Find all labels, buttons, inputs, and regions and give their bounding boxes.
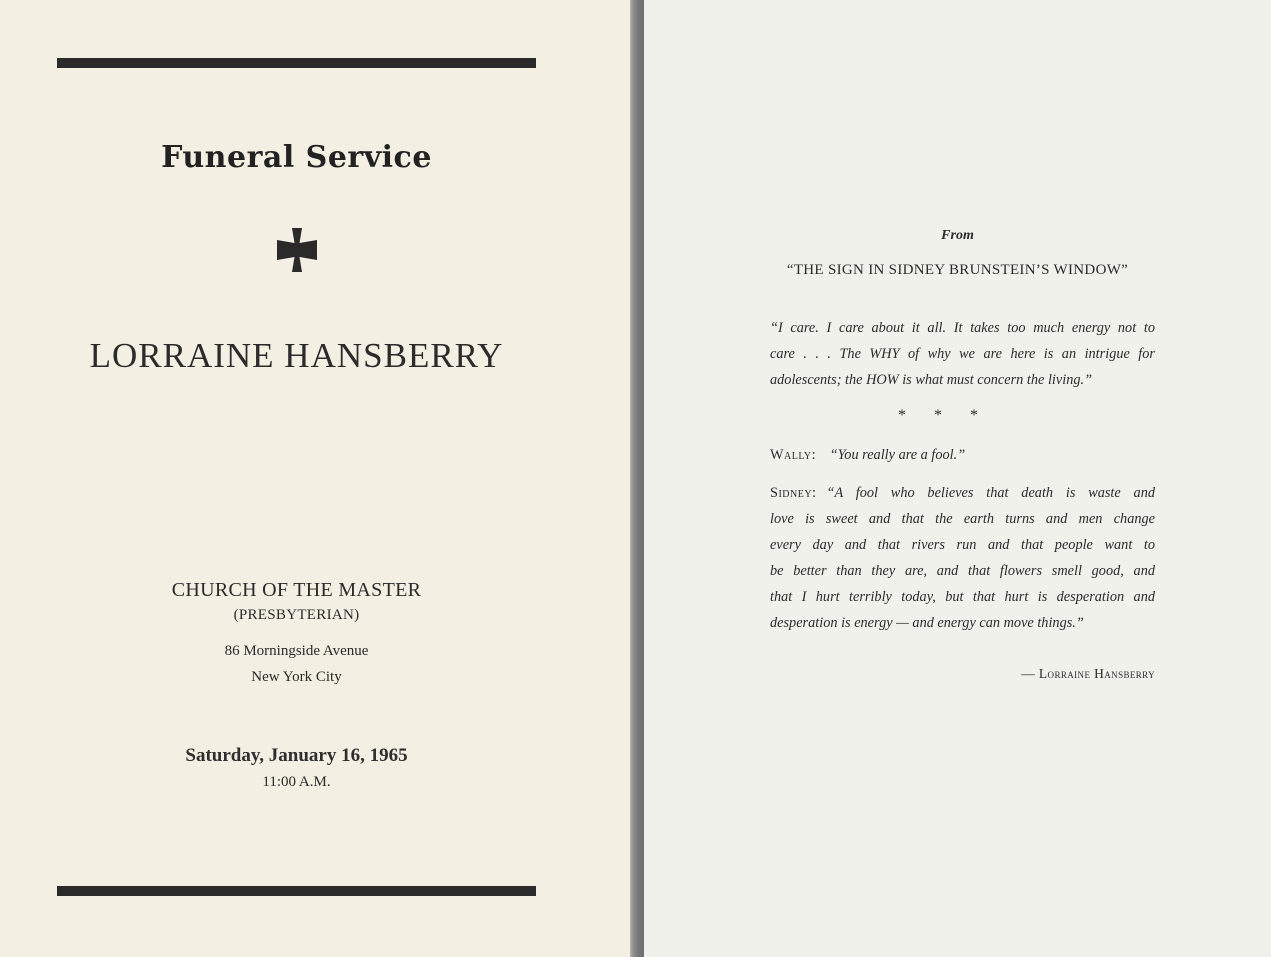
excerpt-page [644, 0, 1271, 957]
play-title: “THE SIGN IN SIDNEY BRUNSTEIN’S WINDOW” [786, 262, 1129, 278]
quote-line: “I care. I care about it all. It takes too much energy not to [770, 320, 1155, 336]
denomination: (PRESBYTERIAN) [233, 607, 360, 623]
quote-line: adolescents; the HOW is what must concern the living.” [770, 372, 1093, 388]
city: New York City [251, 669, 342, 685]
sidney-line: that I hurt terribly today, but that hurt is desperation and [770, 589, 1155, 605]
top-border-rule [57, 58, 536, 68]
bottom-border-rule [57, 886, 536, 896]
sidney-dialogue [770, 480, 1155, 636]
page-fold-shadow [630, 0, 644, 957]
service-time: 11:00 A.M. [262, 774, 331, 790]
sidney-line: love is sweet and that the earth turns and men change [770, 511, 1155, 527]
honoree-name: LORRAINE HANSBERRY [89, 336, 504, 375]
wally-dialogue [770, 447, 1170, 464]
author-attribution: — Lorraine Hansberry [1021, 666, 1155, 681]
service-title: Funeral Service [161, 140, 432, 175]
speaker-wally: Wally: [770, 447, 817, 463]
quote-line: care . . . The WHY of why we are here is an intrigue for [770, 346, 1155, 362]
speaker-sidney: Sidney: [770, 485, 817, 501]
church-name: CHURCH OF THE MASTER [171, 579, 422, 601]
sidney-line: be better than they are, and that flowers smell good, and [770, 563, 1155, 579]
wally-line: “You really are a fool.” [829, 447, 966, 463]
service-date: Saturday, January 16, 1965 [185, 745, 408, 766]
from-label: From [941, 228, 974, 243]
cross-pattee-icon [57, 228, 536, 272]
section-separator: * * * [898, 407, 990, 424]
sidney-line: every day and that rivers run and that people want to [770, 537, 1155, 553]
sidney-line [770, 480, 1155, 506]
opening-quote [770, 315, 1155, 393]
sidney-line: desperation is energy — and energy can move things.” [770, 615, 1084, 631]
street-address: 86 Morningside Avenue [224, 643, 369, 659]
sidney-line-text: “A fool who believes that death is waste and [826, 485, 1155, 501]
